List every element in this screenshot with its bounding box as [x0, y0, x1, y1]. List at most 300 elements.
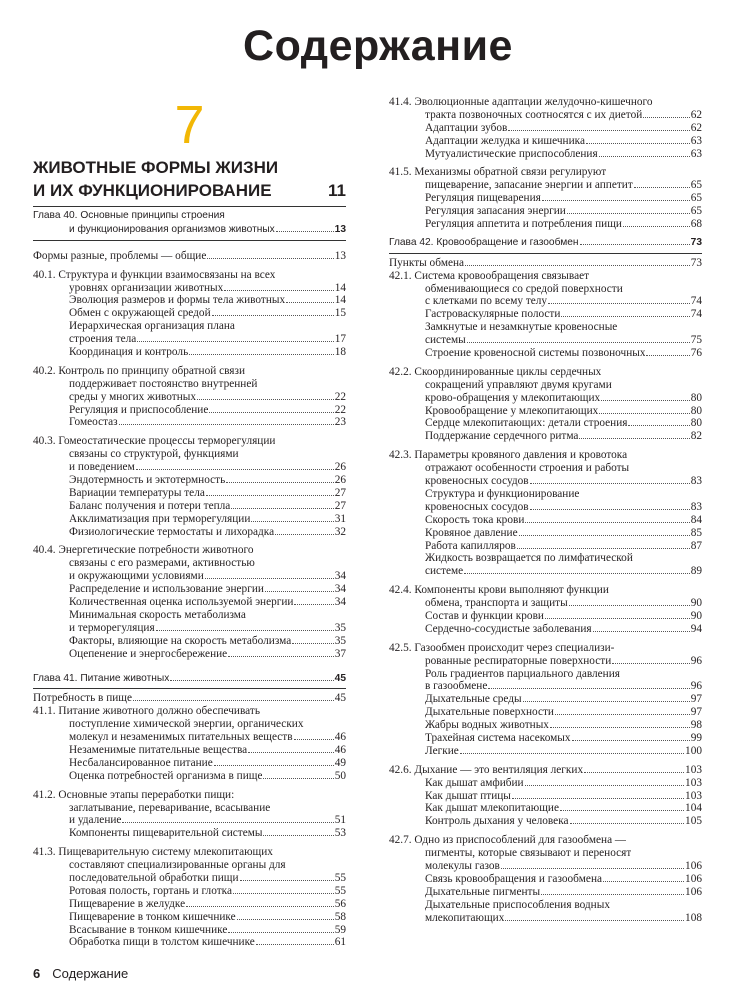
- toc-entry[interactable]: [389, 109, 702, 122]
- toc-entry-page: 49: [334, 756, 346, 769]
- toc-entry-page: 22: [334, 390, 346, 403]
- toc-entry-page: 103: [685, 776, 702, 789]
- toc-entry-page: 55: [334, 871, 346, 884]
- toc-entry-page: 89: [690, 565, 702, 578]
- toc-entry[interactable]: [389, 417, 702, 430]
- toc-list-left: [33, 210, 346, 949]
- toc-entry[interactable]: [389, 860, 702, 873]
- toc-leader-dots: [251, 521, 333, 522]
- toc-entry[interactable]: [389, 886, 702, 899]
- part-divider: [33, 206, 346, 207]
- toc-entry-page: 84: [690, 513, 702, 526]
- toc-entry-page: 106: [685, 859, 702, 872]
- toc-leader-dots: [237, 919, 334, 920]
- toc-entry-title: Эволюция размеров и формы тела животных: [69, 294, 286, 307]
- toc-entry-page: 65: [690, 192, 702, 205]
- toc-entry[interactable]: [389, 642, 702, 655]
- toc-leader-dots: [525, 522, 689, 523]
- toc-entry[interactable]: [33, 320, 346, 333]
- toc-entry[interactable]: [33, 294, 346, 307]
- toc-leader-dots: [612, 663, 689, 664]
- toc-entry-page: 13: [334, 249, 346, 262]
- toc-entry-page: 62: [690, 108, 702, 121]
- toc-leader-dots: [603, 881, 684, 882]
- toc-entry-page: 94: [690, 622, 702, 635]
- toc-entry[interactable]: [389, 308, 702, 321]
- toc-chapter-entry[interactable]: [33, 673, 346, 686]
- toc-leader-dots: [156, 630, 334, 631]
- toc-entry-title: поддерживает постоянство внутренней: [69, 377, 258, 390]
- toc-entry[interactable]: [33, 872, 346, 885]
- toc-entry[interactable]: [33, 622, 346, 635]
- toc-entry[interactable]: [389, 148, 702, 161]
- toc-leader-dots: [170, 680, 333, 681]
- toc-entry-page: 99: [690, 731, 702, 744]
- toc-entry[interactable]: [33, 583, 346, 596]
- toc-entry[interactable]: [389, 347, 702, 360]
- toc-entry-title: Адаптации зубов: [425, 121, 508, 134]
- toc-entry-page: 34: [334, 596, 346, 609]
- toc-entry-title: Регуляция и приспособление: [69, 403, 209, 416]
- toc-entry[interactable]: [33, 365, 346, 378]
- toc-leader-dots: [465, 265, 690, 266]
- toc-entry[interactable]: [389, 205, 702, 218]
- toc-chapter-entry[interactable]: [33, 224, 346, 237]
- toc-entry-title: кровеносных сосудов: [425, 500, 529, 513]
- toc-entry[interactable]: [33, 416, 346, 429]
- toc-entry-title: Ротовая полость, гортань и глотка: [69, 884, 232, 897]
- toc-entry-title: Как дышат птицы: [425, 789, 511, 802]
- toc-entry[interactable]: [33, 487, 346, 500]
- toc-entry[interactable]: [389, 899, 702, 912]
- toc-entry[interactable]: [33, 557, 346, 570]
- toc-entry-title: сокращений управляют двумя кругами: [425, 378, 612, 391]
- toc-entry[interactable]: [33, 609, 346, 622]
- toc-entry-title: Поддержание сердечного ритма: [425, 430, 579, 443]
- toc-entry-title: Связь кровообращения и газообмена: [425, 872, 602, 885]
- toc-entry-title: Глава 42. Кровообращение и газообмен: [389, 236, 579, 248]
- toc-entry-page: 32: [334, 525, 346, 538]
- toc-entry[interactable]: [389, 719, 702, 732]
- toc-entry-title: Сердечно-сосудистые заболевания: [425, 622, 592, 635]
- toc-entry-title: Минимальная скорость метаболизма: [69, 608, 246, 621]
- toc-entry-title: уровнях организации животных: [69, 281, 224, 294]
- toc-entry[interactable]: [389, 680, 702, 693]
- toc-entry-title: Глава 41. Питание животных: [33, 672, 170, 684]
- toc-entry[interactable]: [33, 802, 346, 815]
- toc-entry[interactable]: [33, 500, 346, 513]
- toc-entry[interactable]: [389, 488, 702, 501]
- toc-entry-title: молекулы газов: [425, 859, 500, 872]
- toc-entry[interactable]: [389, 270, 702, 283]
- toc-entry-page: 17: [334, 333, 346, 346]
- toc-leader-dots: [265, 591, 334, 592]
- toc-entry[interactable]: [33, 391, 346, 404]
- toc-leader-dots: [228, 656, 334, 657]
- toc-entry-title: Баланс получения и потери тепла: [69, 499, 231, 512]
- toc-entry-title: кровеносных сосудов: [425, 475, 529, 488]
- toc-entry[interactable]: [389, 192, 702, 205]
- toc-entry[interactable]: [33, 648, 346, 661]
- toc-leader-dots: [523, 701, 690, 702]
- toc-leader-dots: [286, 302, 334, 303]
- toc-entry-page: 51: [334, 814, 346, 827]
- toc-entry[interactable]: [33, 718, 346, 731]
- toc-entry-title: рованные респираторные поверхности: [425, 654, 612, 667]
- toc-entry[interactable]: [389, 430, 702, 443]
- toc-entry[interactable]: [389, 96, 702, 109]
- toc-leader-dots: [248, 752, 334, 753]
- toc-entry[interactable]: [389, 732, 702, 745]
- toc-entry[interactable]: [389, 790, 702, 803]
- toc-entry-page: 14: [334, 281, 346, 294]
- toc-entry-title: 41.5. Механизмы обратной связи регулируют: [389, 166, 607, 179]
- toc-leader-dots: [207, 258, 333, 259]
- toc-entry[interactable]: [33, 885, 346, 898]
- toc-entry-title: 42.7. Одно из приспособлений для газообмена —: [389, 834, 627, 847]
- toc-entry-title: Обработка пищи в толстом кишечнике: [69, 936, 255, 949]
- toc-leader-dots: [212, 315, 334, 316]
- toc-entry-page: 100: [685, 744, 702, 757]
- toc-entry[interactable]: [389, 366, 702, 379]
- toc-entry-title: Мутуалистические приспособления: [425, 147, 598, 160]
- toc-entry[interactable]: [389, 462, 702, 475]
- toc-entry-title: и поведением: [69, 461, 135, 474]
- toc-entry[interactable]: [389, 597, 702, 610]
- toc-entry[interactable]: [389, 527, 702, 540]
- toc-entry-title: Формы разные, проблемы — общие: [33, 249, 207, 262]
- toc-entry-title: Жидкость возвращается по лимфатической: [425, 552, 633, 565]
- toc-entry[interactable]: [389, 405, 702, 418]
- toc-entry-page: 76: [690, 347, 702, 360]
- toc-entry-title: Строение кровеносной системы позвоночных: [425, 347, 646, 360]
- toc-entry-page: 106: [685, 872, 702, 885]
- toc-leader-dots: [599, 156, 690, 157]
- toc-entry[interactable]: [389, 777, 702, 790]
- toc-entry-title: 42.4. Компоненты крови выполняют функции: [389, 584, 609, 597]
- toc-entry-page: 35: [334, 621, 346, 634]
- toc-entry-page: 59: [334, 923, 346, 936]
- toc-right-column: [389, 96, 702, 924]
- toc-entry-title: Пищеварение в желудке: [69, 897, 186, 910]
- toc-entry-title: отражают особенности строения и работы: [425, 462, 630, 475]
- toc-entry[interactable]: [389, 584, 702, 597]
- toc-entry-page: 98: [690, 719, 702, 732]
- toc-entry-page: 23: [334, 416, 346, 429]
- toc-entry[interactable]: [389, 802, 702, 815]
- toc-entry[interactable]: [389, 295, 702, 308]
- toc-leader-dots: [501, 868, 684, 869]
- toc-entry-page: 15: [334, 307, 346, 320]
- part-heading: [33, 156, 346, 203]
- toc-entry[interactable]: [389, 379, 702, 392]
- toc-entry-page: 46: [334, 731, 346, 744]
- toc-entry[interactable]: [389, 449, 702, 462]
- toc-entry-title: и терморегуляция: [69, 621, 155, 634]
- toc-chapter-entry[interactable]: [33, 210, 346, 223]
- toc-leader-dots: [197, 399, 334, 400]
- toc-entry[interactable]: [389, 565, 702, 578]
- toc-entry-page: 96: [690, 654, 702, 667]
- toc-leader-dots: [275, 534, 334, 535]
- toc-entry-page: 37: [334, 647, 346, 660]
- toc-entry[interactable]: [33, 513, 346, 526]
- toc-entry-page: 83: [690, 475, 702, 488]
- part-number: 7: [174, 95, 205, 155]
- toc-leader-dots: [599, 413, 689, 414]
- toc-entry-page: 35: [334, 634, 346, 647]
- toc-entry[interactable]: [33, 250, 346, 263]
- toc-entry[interactable]: [33, 936, 346, 949]
- toc-entry[interactable]: [33, 859, 346, 872]
- toc-entry-page: 63: [690, 147, 702, 160]
- toc-entry[interactable]: [33, 814, 346, 827]
- toc-entry[interactable]: [389, 668, 702, 681]
- toc-entry-title: Сердце млекопитающих: детали строения: [425, 417, 628, 430]
- toc-entry-page: 74: [690, 308, 702, 321]
- toc-leader-dots: [555, 714, 690, 715]
- toc-entry[interactable]: [33, 570, 346, 583]
- toc-leader-dots: [512, 798, 684, 799]
- toc-entry[interactable]: [33, 269, 346, 282]
- toc-entry[interactable]: [33, 435, 346, 448]
- part-title-line2: И ИХ ФУНКЦИОНИРОВАНИЕ: [33, 181, 272, 200]
- toc-leader-dots: [519, 535, 690, 536]
- toc-leader-dots: [294, 739, 334, 740]
- toc-entry-title: заглатывание, переваривание, всасывание: [69, 801, 271, 814]
- toc-leader-dots: [133, 700, 334, 701]
- toc-entry-title: Распределение и использование энергии: [69, 583, 264, 596]
- toc-entry-title: пигменты, которые связывают и переносят: [425, 847, 632, 860]
- toc-entry-title: системе: [425, 565, 464, 578]
- toc-entry[interactable]: [33, 378, 346, 391]
- toc-entry-title: Легкие: [425, 744, 459, 757]
- toc-entry-page: 83: [690, 500, 702, 513]
- toc-entry-title: обмена, транспорта и защиты: [425, 597, 568, 610]
- toc-leader-dots: [530, 509, 690, 510]
- toc-leader-dots: [228, 932, 333, 933]
- toc-entry-title: Структура и функционирование: [425, 487, 580, 500]
- toc-entry[interactable]: [33, 333, 346, 346]
- toc-entry-title: последовательной обработки пищи: [69, 871, 239, 884]
- toc-entry[interactable]: [389, 764, 702, 777]
- toc-entry-page: 90: [690, 609, 702, 622]
- toc-entry-page: 96: [690, 680, 702, 693]
- toc-entry[interactable]: [33, 770, 346, 783]
- toc-leader-dots: [256, 944, 334, 945]
- toc-leader-dots: [136, 469, 334, 470]
- toc-leader-dots: [634, 187, 690, 188]
- toc-leader-dots: [508, 130, 689, 131]
- toc-entry-title: Как дышат амфибии: [425, 776, 524, 789]
- toc-entry-title: Вариации температуры тела: [69, 486, 205, 499]
- toc-leader-dots: [561, 316, 689, 317]
- toc-entry[interactable]: [389, 912, 702, 925]
- toc-entry[interactable]: [389, 834, 702, 847]
- toc-entry-title: Координация и контроль: [69, 346, 189, 359]
- toc-entry-title: среды у многих животных: [69, 390, 196, 403]
- toc-entry[interactable]: [33, 692, 346, 705]
- toc-entry-page: 65: [690, 205, 702, 218]
- toc-leader-dots: [240, 880, 334, 881]
- toc-entry[interactable]: [33, 404, 346, 417]
- toc-entry[interactable]: [389, 706, 702, 719]
- toc-entry-title: Факторы, влияющие на скорость метаболизма: [69, 634, 292, 647]
- toc-entry[interactable]: [33, 705, 346, 718]
- toc-entry[interactable]: [389, 179, 702, 192]
- toc-left-column: [33, 96, 346, 949]
- toc-entry[interactable]: [33, 461, 346, 474]
- toc-entry-page: 87: [690, 539, 702, 552]
- toc-entry[interactable]: [33, 474, 346, 487]
- toc-entry-title: Оценка потребностей организма в пище: [69, 769, 263, 782]
- toc-entry[interactable]: [389, 745, 702, 758]
- toc-entry-page: 90: [690, 597, 702, 610]
- toc-entry-title: и окружающими условиями: [69, 570, 204, 583]
- toc-entry-title: Компоненты пищеварительной системы: [69, 827, 263, 840]
- toc-leader-dots: [467, 342, 690, 343]
- toc-leader-dots: [294, 604, 333, 605]
- toc-entry-page: 50: [334, 769, 346, 782]
- toc-entry-page: 73: [690, 236, 702, 248]
- toc-leader-dots: [231, 508, 333, 509]
- toc-entry-title: Глава 40. Основные принципы строения: [33, 210, 225, 221]
- toc-entry-page: 61: [334, 936, 346, 949]
- toc-entry[interactable]: [389, 135, 702, 148]
- toc-entry[interactable]: [389, 514, 702, 527]
- chapter-divider: [33, 240, 346, 241]
- toc-entry[interactable]: [33, 827, 346, 840]
- toc-entry-page: 80: [690, 404, 702, 417]
- toc-entry[interactable]: [33, 307, 346, 320]
- toc-leader-dots: [122, 822, 333, 823]
- toc-entry[interactable]: [389, 655, 702, 668]
- toc-entry[interactable]: [33, 789, 346, 802]
- toc-entry-title: Роль градиентов парциального давления: [425, 667, 620, 680]
- toc-entry-title: 41.1. Питание животного должно обеспечивать: [33, 705, 260, 718]
- toc-leader-dots: [233, 893, 334, 894]
- toc-entry-title: Иерархическая организация плана: [69, 320, 235, 333]
- toc-entry[interactable]: [389, 334, 702, 347]
- toc-entry-title: Состав и функции крови: [425, 609, 544, 622]
- toc-entry-title: Адаптации желудка и кишечника: [425, 134, 585, 147]
- toc-entry[interactable]: [389, 122, 702, 135]
- toc-entry-title: Физиологические термостаты и лихорадка: [69, 525, 275, 538]
- toc-leader-dots: [224, 290, 333, 291]
- toc-entry-title: 42.5. Газообмен происходит через специализи-: [389, 641, 615, 654]
- toc-entry[interactable]: [33, 596, 346, 609]
- toc-leader-dots: [214, 765, 334, 766]
- toc-entry-title: Контроль дыхания у человека: [425, 815, 569, 828]
- toc-entry[interactable]: [389, 218, 702, 231]
- toc-entry-title: пищеварение, запасание энергии и аппетит: [425, 179, 633, 192]
- toc-entry-page: 56: [334, 897, 346, 910]
- toc-entry[interactable]: [389, 392, 702, 405]
- toc-entry-title: Гастроваскулярные полости: [425, 308, 561, 321]
- toc-leader-dots: [505, 920, 684, 921]
- toc-entry-title: Обмен с окружающей средой: [69, 307, 211, 320]
- toc-entry[interactable]: [33, 526, 346, 539]
- toc-entry[interactable]: [389, 321, 702, 334]
- toc-entry-page: 45: [334, 692, 346, 705]
- toc-list-right: [389, 96, 702, 924]
- toc-entry[interactable]: [389, 475, 702, 488]
- toc-entry[interactable]: [389, 847, 702, 860]
- toc-entry[interactable]: [389, 501, 702, 514]
- toc-leader-dots: [643, 117, 689, 118]
- toc-entry-page: 74: [690, 295, 702, 308]
- toc-entry[interactable]: [33, 898, 346, 911]
- toc-entry-title: 42.2. Скоординированные циклы сердечных: [389, 365, 602, 378]
- toc-entry[interactable]: [33, 448, 346, 461]
- toc-entry-title: 42.6. Дыхание — это вентиляция легких: [389, 763, 584, 776]
- toc-entry-title: обменивающиеся со средой поверхности: [425, 282, 623, 295]
- footer-page-number: 6: [33, 966, 41, 981]
- toc-entry-title: 42.3. Параметры кровяного давления и кровотока: [389, 449, 628, 462]
- toc-chapter-entry[interactable]: [389, 237, 702, 250]
- toc-leader-dots: [580, 244, 690, 245]
- toc-entry[interactable]: [33, 744, 346, 757]
- toc-entry[interactable]: [33, 635, 346, 648]
- toc-entry-title: Дыхательные приспособления водных: [425, 898, 610, 911]
- toc-entry-title: Регуляция аппетита и потребления пищи: [425, 218, 622, 231]
- toc-entry-title: в газообмене: [425, 680, 488, 693]
- toc-entry-page: 62: [690, 121, 702, 134]
- toc-entry-page: 55: [334, 884, 346, 897]
- toc-entry-page: 63: [690, 134, 702, 147]
- toc-leader-dots: [488, 688, 689, 689]
- toc-entry[interactable]: [389, 166, 702, 179]
- toc-entry[interactable]: [33, 346, 346, 359]
- toc-leader-dots: [530, 483, 690, 484]
- toc-leader-dots: [137, 341, 333, 342]
- toc-entry[interactable]: [33, 731, 346, 744]
- toc-entry[interactable]: [33, 911, 346, 924]
- toc-leader-dots: [460, 753, 684, 754]
- toc-entry[interactable]: [389, 693, 702, 706]
- toc-entry-title: Незаменимые питательные вещества: [69, 743, 248, 756]
- toc-leader-dots: [623, 226, 690, 227]
- toc-entry-title: тракта позвоночных соотносятся с их диетой: [425, 108, 643, 121]
- toc-entry-title: Дыхательные среды: [425, 693, 522, 706]
- toc-entry[interactable]: [33, 544, 346, 557]
- toc-leader-dots: [542, 200, 690, 201]
- toc-entry[interactable]: [389, 873, 702, 886]
- toc-entry[interactable]: [389, 610, 702, 623]
- toc-entry[interactable]: [33, 282, 346, 295]
- toc-entry[interactable]: [389, 815, 702, 828]
- toc-entry[interactable]: [389, 623, 702, 636]
- toc-entry-title: Работа капилляров: [425, 539, 516, 552]
- toc-entry-page: 73: [690, 256, 702, 269]
- toc-entry[interactable]: [389, 540, 702, 553]
- toc-leader-dots: [545, 618, 690, 619]
- toc-entry[interactable]: [389, 257, 702, 270]
- toc-leader-dots: [579, 438, 689, 439]
- toc-entry[interactable]: [33, 924, 346, 937]
- part-page: 11: [328, 181, 346, 200]
- toc-entry-page: 31: [334, 512, 346, 525]
- toc-entry-title: Замкнутые и незамкнутые кровеносные: [425, 321, 618, 334]
- toc-entry[interactable]: [33, 846, 346, 859]
- toc-entry[interactable]: [33, 757, 346, 770]
- toc-entry-page: 103: [685, 763, 702, 776]
- footer-label: Содержание: [52, 966, 129, 981]
- toc-entry-title: 40.3. Гомеостатические процессы терморегуляции: [33, 435, 276, 448]
- toc-entry[interactable]: [389, 552, 702, 565]
- toc-entry[interactable]: [389, 283, 702, 296]
- toc-entry-page: 13: [334, 223, 346, 235]
